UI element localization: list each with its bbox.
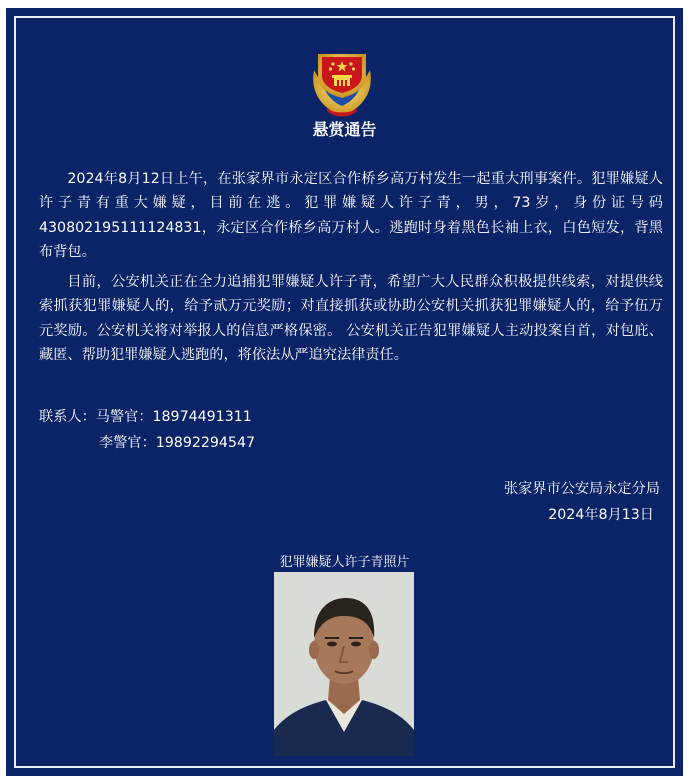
notice-title: 悬赏通告 [312,120,377,139]
issuing-authority: 张家界市公安局永定分局 [503,481,660,497]
case-description-paragraph: 2024年8月12日上午，在张家界市永定区合作桥乡高万村发生一起重大刑事案件。犯罪嫌疑人许子青有重大嫌疑，目前在逃。犯罪嫌疑人许子青，男，73岁，身份证号码430802195111124831，永定区合作桥乡高万村人。逃跑时身着黑色长袖上衣，白色短发，背黑布背包。 [39,171,663,260]
contact-ma: 联系人：马警官：18974491311 [39,409,252,425]
suspect-portrait-image [274,572,414,756]
suspect-photo [274,572,414,756]
issue-date: 2024年8月13日 [548,507,654,523]
police-emblem-icon [306,42,378,120]
reward-details-paragraph: 目前，公安机关正在全力追捕犯罪嫌疑人许子青，希望广大人民群众积极提供线索，对提供线索抓获犯罪嫌疑人的，给予贰万元奖励；对直接抓获或协助公安机关抓获犯罪嫌疑人的，给予伍万元奖励。公安机关将对举报人的信息严格保密。 公安机关正告犯罪嫌疑人主动投案自首，对包庇、藏匿、帮助犯罪嫌疑人逃跑的，将依法从严追究法律责任。 [39,274,663,363]
photo-caption: 犯罪嫌疑人许子青照片 [279,555,410,570]
contact-li: 李警官：19892294547 [99,435,256,451]
reward-notice-poster [6,8,683,776]
